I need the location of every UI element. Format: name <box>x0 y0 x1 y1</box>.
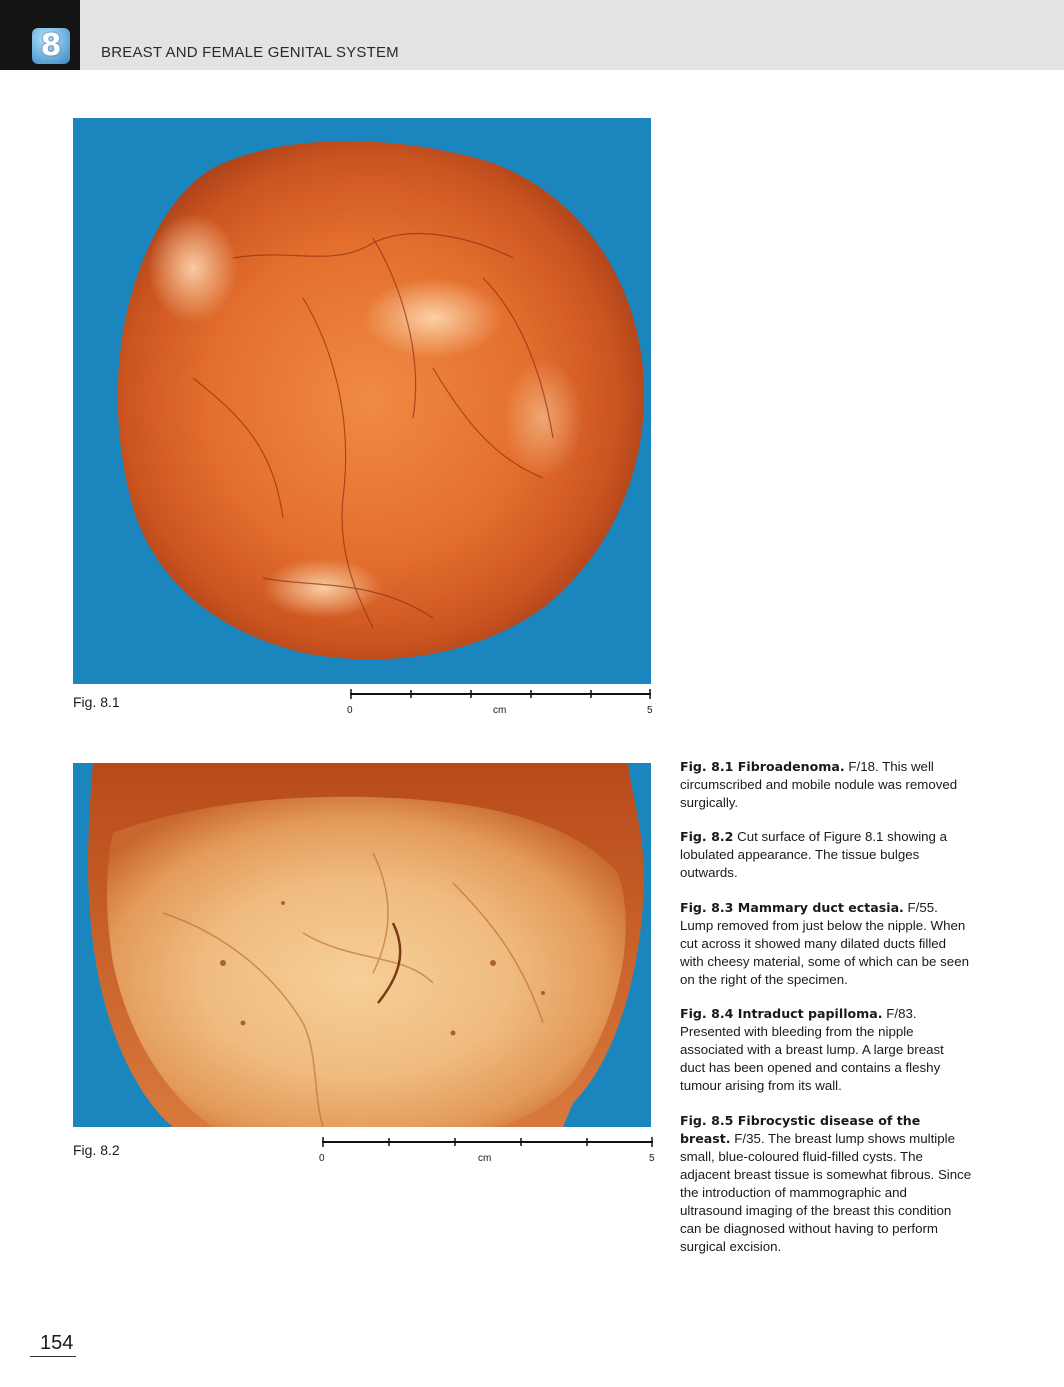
figure-captions <box>680 758 972 1272</box>
caption-title: Fig. 8.2 <box>680 829 734 845</box>
scale-bar-8-1 <box>350 686 652 706</box>
figure-8-2-label: Fig. 8.2 <box>73 1142 120 1158</box>
scale-start-8-1: 0 <box>347 705 353 716</box>
caption-text: F/83. Presented with bleeding from the nipple associated with a breast lump. A large breast duct has been opened and contains a fleshy tumour arising from its wall. <box>680 1006 944 1094</box>
scale-unit-8-1: cm <box>493 705 507 716</box>
caption-text: Cut surface of Figure 8.1 showing a lobulated appearance. The tissue bulges outwards. <box>680 829 948 881</box>
scale-start-8-2: 0 <box>319 1153 325 1164</box>
caption-title: Fig. 8.5 Fibrocystic disease of the breast. <box>680 1112 921 1146</box>
caption-title: Fig. 8.1 Fibroadenoma. <box>680 759 845 774</box>
caption-title: Fig. 8.3 Mammary duct ectasia. <box>680 899 904 915</box>
caption-text: F/55. Lump removed from just below the nipple. When cut across it showed many dilated ducts filled with cheesy material, some of which can be seen on the right of the specimen. <box>680 899 969 987</box>
figure-8-1-label: Fig. 8.1 <box>73 694 120 710</box>
page-number-rule <box>30 1356 76 1357</box>
page-number: 154 <box>40 1332 74 1354</box>
section-title: BREAST AND FEMALE GENITAL SYSTEM <box>101 44 399 61</box>
caption-8-1 <box>680 758 972 812</box>
chapter-number-badge: 8 <box>32 28 70 64</box>
cut-surface-specimen-icon <box>73 763 651 1127</box>
caption-title: Fig. 8.4 Intraduct papilloma. <box>680 1006 883 1022</box>
scale-bar-8-2 <box>322 1134 654 1154</box>
figure-8-2-photo <box>73 763 651 1127</box>
caption-8-5 <box>680 1112 972 1257</box>
scale-unit-8-2: cm <box>478 1153 492 1164</box>
scale-end-8-2: 5 <box>649 1153 655 1164</box>
caption-text: F/18. This well circumscribed and mobile nodule was removed surgically. <box>680 759 958 811</box>
figure-8-1-photo <box>73 118 651 684</box>
scale-end-8-1: 5 <box>647 705 653 716</box>
chapter-tab <box>0 0 80 70</box>
caption-8-4 <box>680 1005 972 1095</box>
caption-8-2 <box>680 828 972 882</box>
caption-text: F/35. The breast lump shows multiple small, blue-coloured fluid-filled cysts. The adjacent breast tissue is somewhat fibrous. Since the introduction of mammographic and ultrasound imaging of the breast this condition can be diagnosed without having to perform surgical excision. <box>680 1130 972 1255</box>
caption-8-3 <box>680 899 972 989</box>
fibroadenoma-specimen-icon <box>73 118 651 684</box>
